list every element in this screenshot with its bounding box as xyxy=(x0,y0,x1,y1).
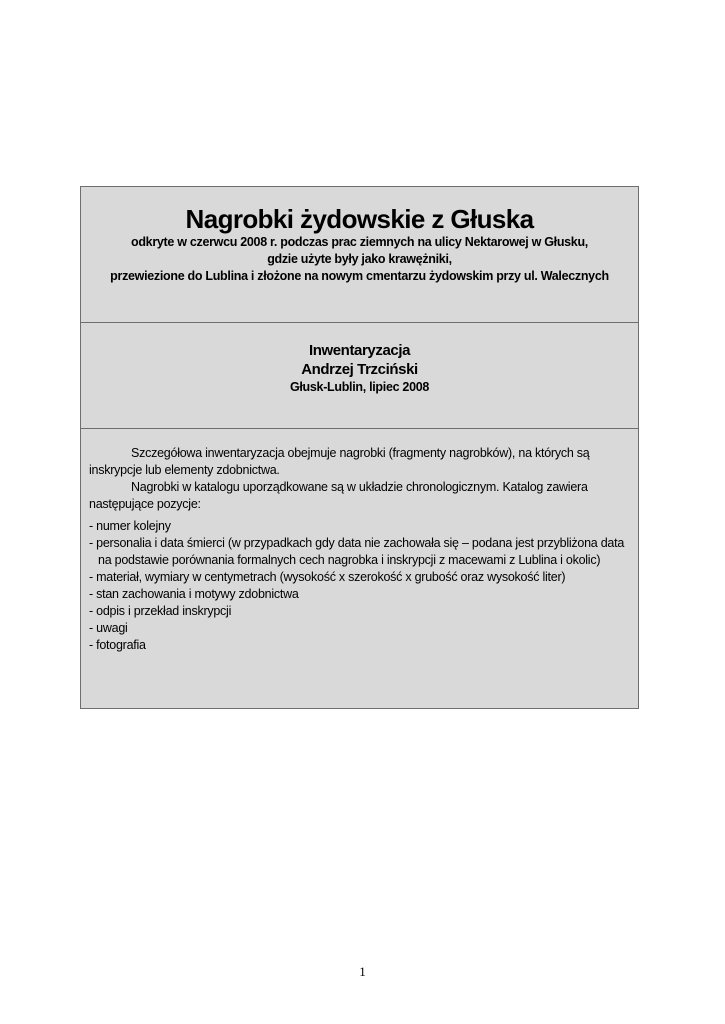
subtitle-line: przewiezione do Lublina i złożone na nowym cmentarzu żydowskim przy ul. Walecznych xyxy=(110,269,609,283)
catalog-paragraph: Nagrobki w katalogu uporządkowane są w układzie chronologicznym. Katalog zawiera następujące pozycje: xyxy=(89,480,588,511)
page-number: 1 xyxy=(359,964,366,979)
subtitle-line: gdzie użyte były jako krawężniki, xyxy=(267,252,452,266)
document-title: Nagrobki żydowskie z Głuska xyxy=(185,204,534,234)
author-section xyxy=(81,323,638,429)
list-item: - fotografia xyxy=(89,638,146,652)
title-section xyxy=(81,187,638,323)
list-item: - materiał, wymiary w centymetrach (wysokość x szerokość x grubość oraz wysokość liter) xyxy=(89,570,566,584)
list-item: - odpis i przekład inskrypcji xyxy=(89,604,232,618)
place-date: Głusk-Lublin, lipiec 2008 xyxy=(289,380,430,394)
subtitle-line: odkryte w czerwcu 2008 r. podczas prac ziemnych na ulicy Nektarowej w Głusku, xyxy=(131,235,588,249)
list-item: - numer kolejny xyxy=(89,519,171,533)
catalog-fields-list xyxy=(89,518,630,654)
document-box xyxy=(80,186,639,709)
author-name: Andrzej Trzciński xyxy=(301,361,418,378)
intro-paragraph: Szczegółowa inwentaryzacja obejmuje nagrobki (fragmenty nagrobków), na których są inskrypcje lub elementy zdobnictwa. xyxy=(89,446,590,477)
list-item: - personalia i data śmierci (w przypadkach gdy data nie zachowała się – podana jest przybliżona data na podstawie porównania formalnych cech nagrobka i inskrypcji z macewami z Lublina i okolic) xyxy=(89,536,625,567)
list-item: - stan zachowania i motywy zdobnictwa xyxy=(89,587,299,601)
content-section xyxy=(81,429,638,708)
inventory-label: Inwentaryzacja xyxy=(308,342,411,359)
list-item: - uwagi xyxy=(89,621,128,635)
